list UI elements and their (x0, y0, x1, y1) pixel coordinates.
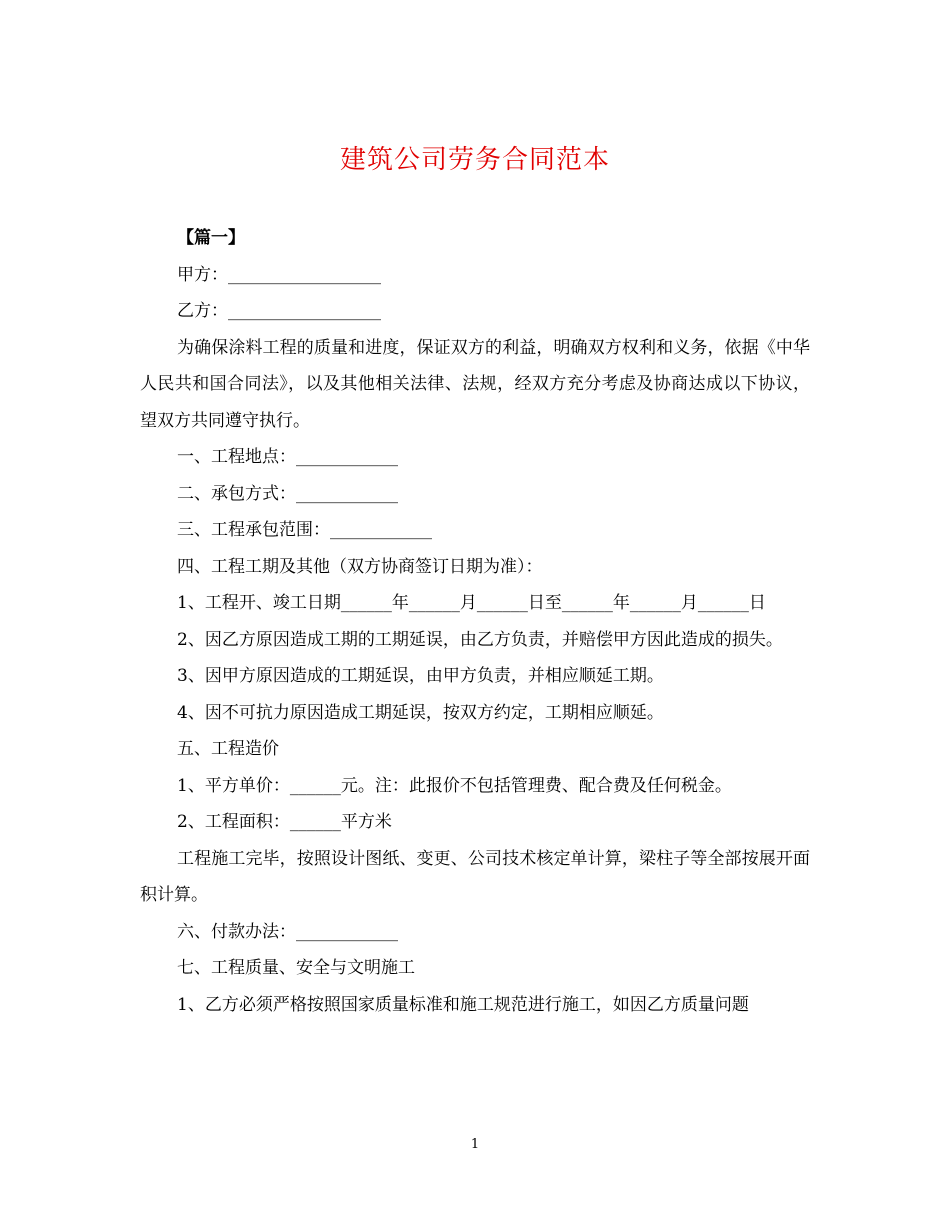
clause-quality-standard: 1、乙方必须严格按照国家质量标准和施工规范进行施工，如因乙方质量问题 (177, 994, 749, 1015)
clause-cost-heading: 五、工程造价 (177, 739, 279, 759)
clause-schedule-heading: 四、工程工期及其他（双方协商签订日期为准）： (177, 556, 543, 577)
section-heading-part-one: 【篇一】 (177, 228, 245, 248)
clause-scope: 三、工程承包范围：____________ (177, 520, 432, 540)
party-b-line: 乙方：__________________ (177, 301, 381, 321)
document-title: 建筑公司劳务合同范本 (339, 145, 610, 175)
clause-schedule-dates: 1、工程开、竣工日期______年______月______日至______年______月______日 (177, 593, 766, 613)
clause-unit-price: 1、平方单价：______元。注：此报价不包括管理费、配合费及任何税金。 (177, 775, 732, 796)
clause-delay-party-a: 3、因甲方原因造成的工期延误，由甲方负责，并相应顺延工期。 (177, 666, 664, 686)
clause-contract-method: 二、承包方式：____________ (177, 483, 398, 504)
clause-location: 一、工程地点：____________ (177, 447, 398, 467)
page-number: 1 (470, 1137, 480, 1152)
clause-delay-party-b: 2、因乙方原因造成工期的工期延误，由乙方负责，并赔偿甲方因此造成的损失。 (177, 629, 783, 650)
intro-paragraph: 为确保涂料工程的质量和进度，保证双方的利益，明确双方权利和义务，依据《中华人民共和国合同法》，以及其他相关法律、法规，经双方充分考虑及协商达成以下协议，望双方共同遵守执行。 (140, 337, 810, 431)
document-body (140, 220, 810, 1023)
party-a-line: 甲方：__________________ (177, 264, 381, 285)
clause-payment: 六、付款办法：____________ (177, 921, 398, 942)
clause-quality-heading: 七、工程质量、安全与文明施工 (177, 958, 415, 978)
clause-area-calculation: 工程施工完毕，按照设计图纸、变更、公司技术核定单计算，梁柱子等全部按展开面积计算。 (140, 848, 810, 905)
clause-force-majeure: 4、因不可抗力原因造成工期延误，按双方约定，工期相应顺延。 (177, 702, 664, 723)
clause-area: 2、工程面积：______平方米 (177, 812, 392, 832)
